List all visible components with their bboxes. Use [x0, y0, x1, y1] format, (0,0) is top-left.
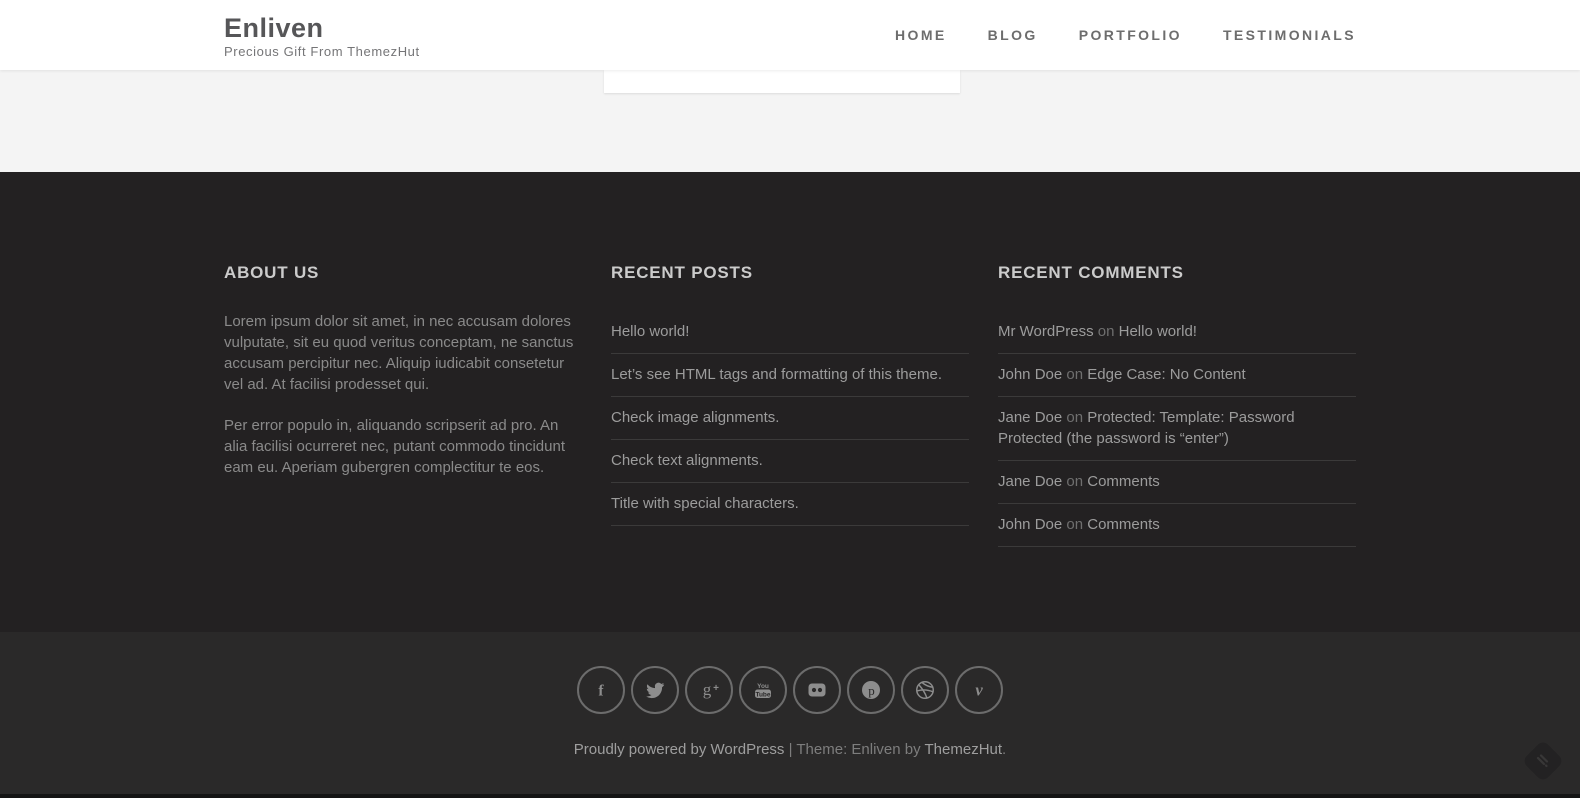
- window-bottom-edge: [0, 794, 1580, 798]
- social-icons-row: [0, 632, 1580, 714]
- recent-comments-widget: [998, 264, 1356, 547]
- comment-author: John Doe: [998, 516, 1063, 533]
- svg-text:f: f: [598, 682, 604, 700]
- comment-author: Jane Doe: [998, 409, 1063, 426]
- flickr-button[interactable]: [793, 666, 841, 714]
- list-item: [998, 461, 1356, 504]
- recent-posts-list: [611, 311, 969, 526]
- nav-item-blog[interactable]: BLOG: [987, 27, 1038, 43]
- recent-post-link[interactable]: Let’s see HTML tags and formatting of this theme.: [611, 366, 942, 383]
- comment-post-link[interactable]: Comments: [1087, 516, 1160, 533]
- recent-post-link[interactable]: Check text alignments.: [611, 452, 763, 469]
- twitter-button[interactable]: [631, 666, 679, 714]
- vimeo-icon: [968, 679, 990, 701]
- comment-author: Mr WordPress: [998, 323, 1094, 340]
- pinterest-button[interactable]: [847, 666, 895, 714]
- site-branding[interactable]: [224, 11, 420, 59]
- svg-text:v: v: [975, 680, 983, 700]
- youtube-icon: [751, 678, 775, 702]
- about-us-heading: ABOUT US: [224, 263, 320, 282]
- comment-on-word: on: [1093, 323, 1119, 340]
- site-tagline: Precious Gift From ThemezHut: [224, 44, 420, 59]
- dribbble-icon: [914, 679, 936, 701]
- pinterest-icon: [859, 678, 883, 702]
- recent-post-link[interactable]: Check image alignments.: [611, 409, 780, 426]
- nav-item-home[interactable]: HOME: [895, 27, 947, 43]
- list-item: [611, 354, 969, 397]
- main-navigation: [895, 27, 1356, 43]
- feedly-mini-icon: [1535, 753, 1551, 769]
- recent-comments-list: [998, 311, 1356, 547]
- list-item: [998, 354, 1356, 397]
- comment-author: Jane Doe: [998, 473, 1063, 490]
- facebook-icon: [590, 679, 612, 701]
- recent-comments-heading: RECENT COMMENTS: [998, 263, 1184, 282]
- page-content-strip: [0, 70, 1580, 172]
- comment-on-word: on: [1062, 366, 1088, 383]
- twitter-icon: [644, 679, 666, 701]
- credit-separator: |: [784, 741, 797, 758]
- about-paragraph: Lorem ipsum dolor sit amet, in nec accusam dolores vulputate, sit eu quod veritus conceptam, ne sanctus accusam percipitur nec. Aliquip iudicabit consetetur vel ad. At facilisi prodesset qui.: [224, 313, 574, 393]
- list-item: [998, 504, 1356, 547]
- site-title[interactable]: Enliven: [224, 13, 324, 43]
- list-item: [611, 397, 969, 440]
- flickr-icon: [805, 678, 829, 702]
- svg-text:Tube: Tube: [755, 691, 771, 699]
- recent-post-link[interactable]: Hello world!: [611, 323, 690, 340]
- list-item: [611, 440, 969, 483]
- footer-widgets: [0, 172, 1580, 632]
- about-us-widget: [224, 264, 582, 547]
- comment-on-word: on: [1062, 516, 1088, 533]
- recent-posts-heading: RECENT POSTS: [611, 263, 753, 282]
- footer-bottom-bar: [0, 632, 1580, 794]
- comment-post-link[interactable]: Comments: [1087, 473, 1160, 490]
- themezhut-link[interactable]: ThemezHut: [924, 741, 1003, 758]
- site-header: [0, 0, 1580, 70]
- credit-period: .: [1002, 741, 1007, 758]
- recent-post-link[interactable]: Title with special characters.: [611, 495, 799, 512]
- site-credit: [0, 741, 1580, 758]
- list-item: [998, 311, 1356, 354]
- vimeo-button[interactable]: [955, 666, 1003, 714]
- comment-on-word: on: [1062, 473, 1088, 490]
- svg-text:+: +: [713, 683, 719, 694]
- google-plus-icon: [697, 678, 721, 702]
- theme-credit-text: Theme: Enliven by: [796, 741, 925, 758]
- dribbble-button[interactable]: [901, 666, 949, 714]
- svg-text:g: g: [702, 680, 712, 699]
- nav-item-portfolio[interactable]: PORTFOLIO: [1078, 27, 1182, 43]
- comment-post-link[interactable]: Hello world!: [1118, 323, 1197, 340]
- google-plus-button[interactable]: [685, 666, 733, 714]
- list-item: [998, 397, 1356, 461]
- comment-author: John Doe: [998, 366, 1063, 383]
- facebook-button[interactable]: [577, 666, 625, 714]
- about-paragraph: Per error populo in, aliquando scripserit ad pro. An alia facilisi ocurreret nec, putant commodo tincidunt eam eu. Aperiam gubergren complectitur te eos.: [224, 417, 566, 476]
- powered-by-link[interactable]: Proudly powered by WordPress: [573, 741, 785, 758]
- comment-post-link[interactable]: Protected: Template: Password Protected (the password is “enter”): [998, 409, 1295, 447]
- list-item: [611, 483, 969, 526]
- svg-text:You: You: [757, 683, 769, 690]
- svg-text:p: p: [868, 683, 875, 698]
- recent-posts-widget: [611, 264, 969, 547]
- youtube-button[interactable]: [739, 666, 787, 714]
- list-item: [611, 311, 969, 354]
- content-card-bottom: [604, 70, 960, 93]
- comment-on-word: on: [1062, 409, 1088, 426]
- comment-post-link[interactable]: Edge Case: No Content: [1087, 366, 1246, 383]
- nav-item-testimonials[interactable]: TESTIMONIALS: [1222, 27, 1356, 43]
